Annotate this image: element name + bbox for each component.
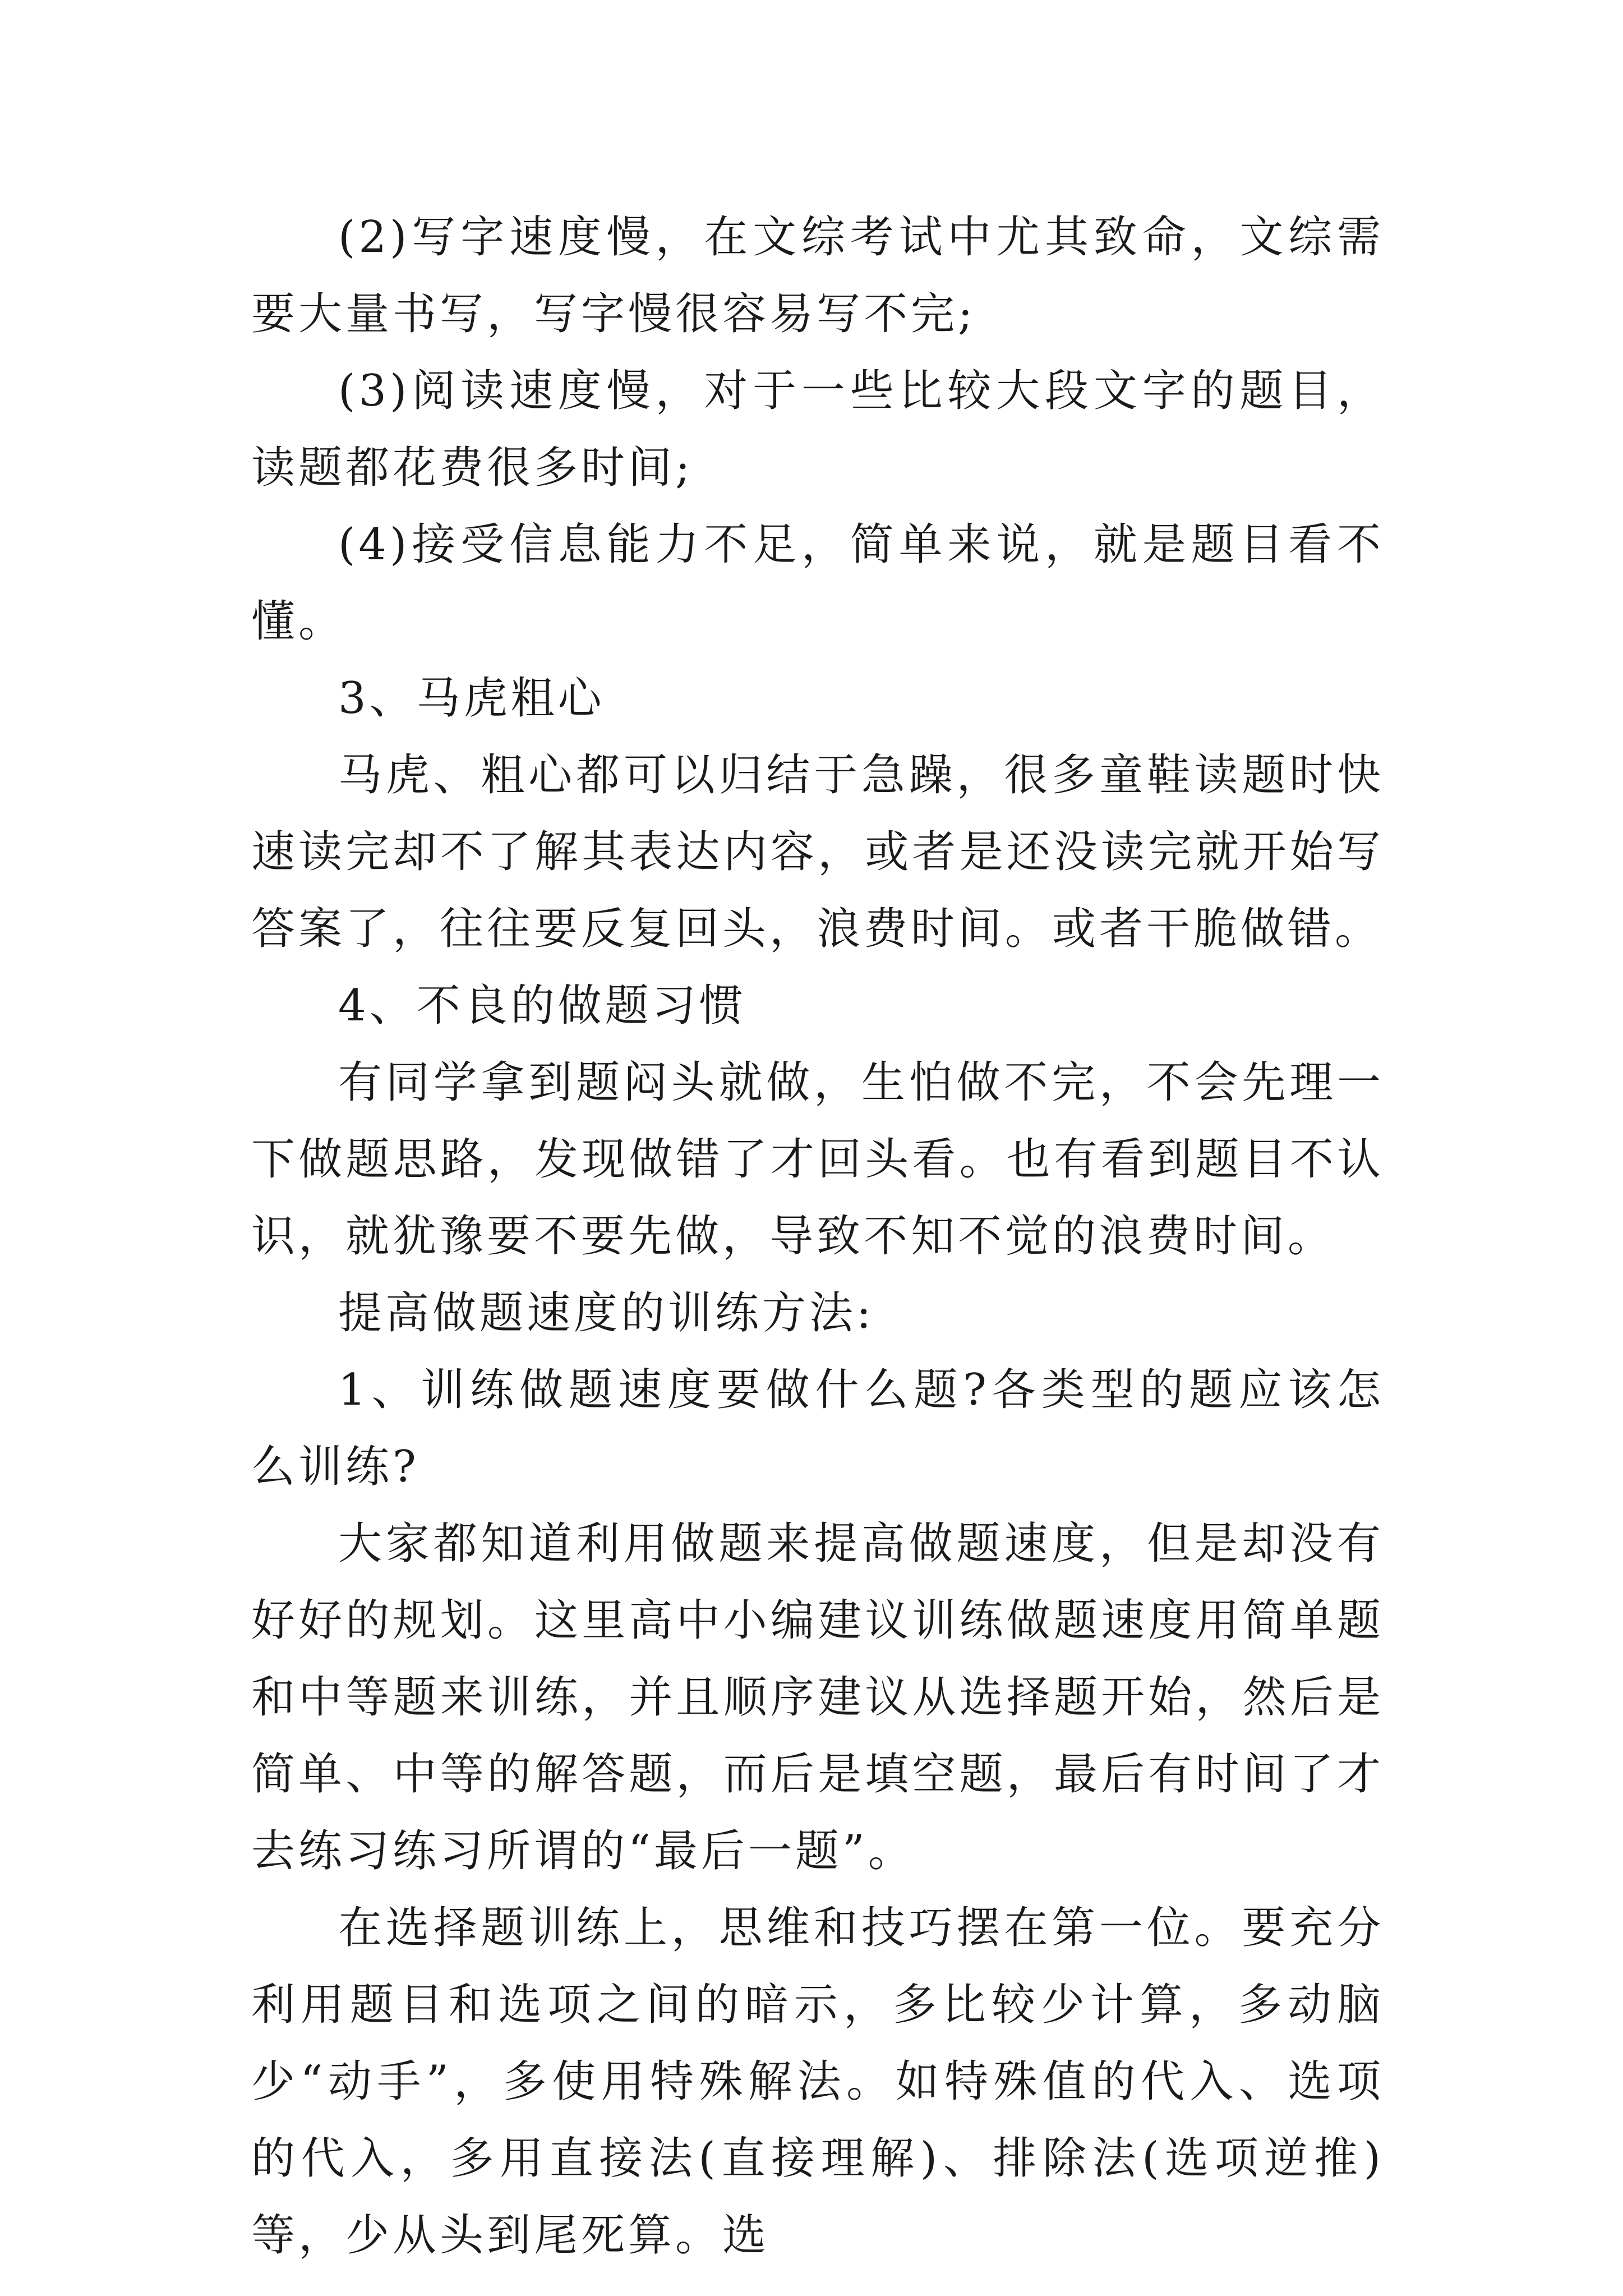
paragraph: (4)接受信息能力不足，简单来说，就是题目看不懂。 (251, 519, 1384, 647)
section-heading: 提高做题速度的训练方法: (338, 1288, 875, 1338)
paragraph: 马虎、粗心都可以归结于急躁，很多童鞋读题时快速读完却不了解其表达内容，或者是还没读完就开始写答案了，往往要反复回头，浪费时间。或者干脆做错。 (251, 750, 1384, 954)
section-heading: 4、不良的做题习惯 (338, 981, 746, 1031)
paragraph: 在选择题训练上，思维和技巧摆在第一位。要充分利用题目和选项之间的暗示，多比较少计算，多动脑少“动手”，多使用特殊解法。如特殊值的代入、选项的代入，多用直接法(直接理解)、排除法(选项逆推)等，少从头到尾死算。选 (251, 1903, 1384, 2261)
section-heading: 3、马虎粗心 (338, 673, 605, 724)
paragraph: 大家都知道利用做题来提高做题速度，但是却没有好好的规划。这里高中小编建议训练做题速度用简单题和中等题来训练，并且顺序建议从选择题开始，然后是简单、中等的解答题，而后是填空题，最后有时间了才去练习练习所谓的“最后一题”。 (251, 1519, 1384, 1876)
section-heading: 1、训练做题速度要做什么题?各类型的题应该怎么训练? (251, 1365, 1384, 1492)
document-body (251, 199, 1384, 2274)
paragraph: (2)写字速度慢，在文综考试中尤其致命，文综需要大量书写，写字慢很容易写不完; (251, 212, 1384, 339)
paragraph: 有同学拿到题闷头就做，生怕做不完，不会先理一下做题思路，发现做错了才回头看。也有看到题目不认识，就犹豫要不要先做，导致不知不觉的浪费时间。 (251, 1057, 1384, 1262)
paragraph: (3)阅读速度慢，对于一些比较大段文字的题目，读题都花费很多时间; (251, 366, 1384, 493)
